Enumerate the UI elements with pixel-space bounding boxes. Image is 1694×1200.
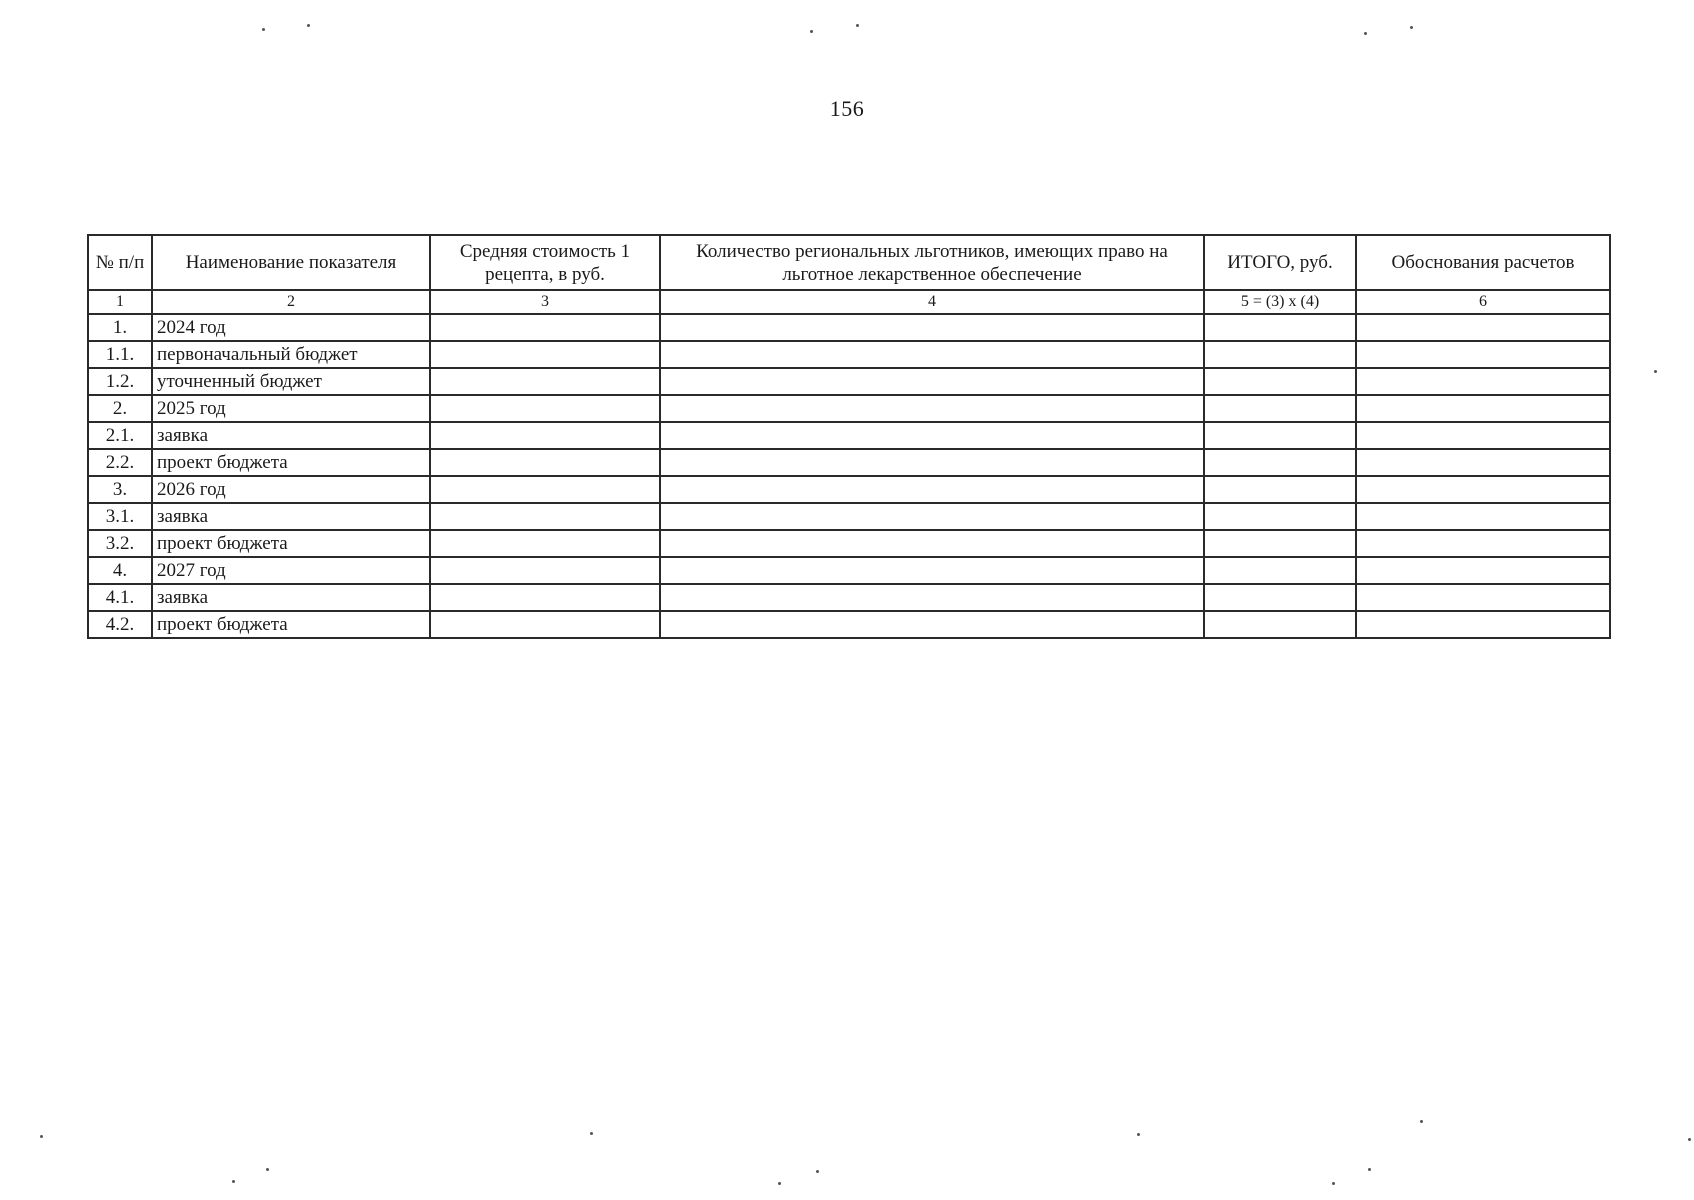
scan-speck xyxy=(266,1168,269,1171)
row-avg-cost-cell xyxy=(430,449,660,476)
header-cell-avg-cost: Средняя стоимость 1 рецепта, в руб. xyxy=(430,235,660,290)
row-beneficiaries-cell xyxy=(660,476,1204,503)
row-number-cell: 4.1. xyxy=(88,584,152,611)
table-row xyxy=(88,557,1610,584)
row-avg-cost-cell xyxy=(430,584,660,611)
column-number-cell: 1 xyxy=(88,290,152,314)
row-number-cell: 1.1. xyxy=(88,341,152,368)
row-avg-cost-cell xyxy=(430,368,660,395)
scan-speck xyxy=(1364,32,1367,35)
table-row xyxy=(88,503,1610,530)
table-row xyxy=(88,395,1610,422)
header-cell-justification: Обоснования расчетов xyxy=(1356,235,1610,290)
row-justification-cell xyxy=(1356,422,1610,449)
row-avg-cost-cell xyxy=(430,341,660,368)
row-beneficiaries-cell xyxy=(660,584,1204,611)
scan-speck xyxy=(262,28,265,31)
scan-speck xyxy=(816,1170,819,1173)
header-cell-indicator-name: Наименование показателя xyxy=(152,235,430,290)
table-row xyxy=(88,611,1610,638)
row-justification-cell xyxy=(1356,314,1610,341)
row-total-cell xyxy=(1204,341,1356,368)
row-number-cell: 2. xyxy=(88,395,152,422)
row-justification-cell xyxy=(1356,341,1610,368)
table-header-row xyxy=(88,235,1610,290)
row-total-cell xyxy=(1204,503,1356,530)
row-avg-cost-cell xyxy=(430,476,660,503)
scan-speck xyxy=(1368,1168,1371,1171)
row-total-cell xyxy=(1204,584,1356,611)
row-indicator-name-cell: 2026 год xyxy=(152,476,430,503)
row-total-cell xyxy=(1204,314,1356,341)
scan-speck xyxy=(1688,1138,1691,1141)
row-justification-cell xyxy=(1356,503,1610,530)
row-justification-cell xyxy=(1356,530,1610,557)
scan-speck xyxy=(810,30,813,33)
row-justification-cell xyxy=(1356,449,1610,476)
row-number-cell: 3.1. xyxy=(88,503,152,530)
scan-speck xyxy=(307,24,310,27)
row-total-cell xyxy=(1204,557,1356,584)
row-indicator-name-cell: проект бюджета xyxy=(152,530,430,557)
header-cell-beneficiaries: Количество региональных льготников, имеющих право на льготное лекарственное обеспечение xyxy=(660,235,1204,290)
row-beneficiaries-cell xyxy=(660,314,1204,341)
scan-speck xyxy=(232,1180,235,1183)
row-avg-cost-cell xyxy=(430,395,660,422)
row-total-cell xyxy=(1204,449,1356,476)
table-row xyxy=(88,314,1610,341)
row-number-cell: 1. xyxy=(88,314,152,341)
row-beneficiaries-cell xyxy=(660,368,1204,395)
row-beneficiaries-cell xyxy=(660,449,1204,476)
row-indicator-name-cell: 2025 год xyxy=(152,395,430,422)
row-beneficiaries-cell xyxy=(660,503,1204,530)
row-total-cell xyxy=(1204,368,1356,395)
scan-speck xyxy=(1332,1182,1335,1185)
row-avg-cost-cell xyxy=(430,314,660,341)
row-indicator-name-cell: заявка xyxy=(152,584,430,611)
row-justification-cell xyxy=(1356,476,1610,503)
column-number-row xyxy=(88,290,1610,314)
row-avg-cost-cell xyxy=(430,611,660,638)
row-number-cell: 1.2. xyxy=(88,368,152,395)
row-total-cell xyxy=(1204,476,1356,503)
column-number-cell: 2 xyxy=(152,290,430,314)
row-total-cell xyxy=(1204,422,1356,449)
row-beneficiaries-cell xyxy=(660,395,1204,422)
row-beneficiaries-cell xyxy=(660,530,1204,557)
row-avg-cost-cell xyxy=(430,557,660,584)
row-avg-cost-cell xyxy=(430,422,660,449)
scan-speck xyxy=(40,1135,43,1138)
page-number: 156 xyxy=(829,96,865,121)
row-justification-cell xyxy=(1356,368,1610,395)
row-number-cell: 3.2. xyxy=(88,530,152,557)
table-row xyxy=(88,449,1610,476)
table-row xyxy=(88,530,1610,557)
row-number-cell: 4. xyxy=(88,557,152,584)
row-indicator-name-cell: уточненный бюджет xyxy=(152,368,430,395)
scan-speck xyxy=(1137,1133,1140,1136)
scan-speck xyxy=(1654,370,1657,373)
table-row xyxy=(88,341,1610,368)
table-row xyxy=(88,584,1610,611)
row-beneficiaries-cell xyxy=(660,422,1204,449)
table-row xyxy=(88,368,1610,395)
table-row xyxy=(88,476,1610,503)
scan-speck xyxy=(1420,1120,1423,1123)
row-avg-cost-cell xyxy=(430,530,660,557)
row-beneficiaries-cell xyxy=(660,341,1204,368)
header-cell-total: ИТОГО, руб. xyxy=(1204,235,1356,290)
row-indicator-name-cell: 2027 год xyxy=(152,557,430,584)
column-number-cell: 6 xyxy=(1356,290,1610,314)
row-indicator-name-cell: проект бюджета xyxy=(152,611,430,638)
row-total-cell xyxy=(1204,611,1356,638)
row-justification-cell xyxy=(1356,557,1610,584)
header-cell-number: № п/п xyxy=(88,235,152,290)
scan-speck xyxy=(590,1132,593,1135)
row-total-cell xyxy=(1204,395,1356,422)
scan-speck xyxy=(856,24,859,27)
table-body xyxy=(88,290,1610,638)
row-indicator-name-cell: первоначальный бюджет xyxy=(152,341,430,368)
column-number-cell: 5 = (3) x (4) xyxy=(1204,290,1356,314)
row-total-cell xyxy=(1204,530,1356,557)
row-justification-cell xyxy=(1356,395,1610,422)
row-number-cell: 2.2. xyxy=(88,449,152,476)
row-avg-cost-cell xyxy=(430,503,660,530)
column-number-cell: 3 xyxy=(430,290,660,314)
row-beneficiaries-cell xyxy=(660,611,1204,638)
budget-table xyxy=(87,234,1611,639)
scan-speck xyxy=(1410,26,1413,29)
row-indicator-name-cell: проект бюджета xyxy=(152,449,430,476)
row-justification-cell xyxy=(1356,611,1610,638)
column-number-cell: 4 xyxy=(660,290,1204,314)
row-indicator-name-cell: 2024 год xyxy=(152,314,430,341)
row-indicator-name-cell: заявка xyxy=(152,503,430,530)
scan-speck xyxy=(778,1182,781,1185)
row-justification-cell xyxy=(1356,584,1610,611)
row-number-cell: 3. xyxy=(88,476,152,503)
row-indicator-name-cell: заявка xyxy=(152,422,430,449)
row-beneficiaries-cell xyxy=(660,557,1204,584)
table-row xyxy=(88,422,1610,449)
row-number-cell: 2.1. xyxy=(88,422,152,449)
row-number-cell: 4.2. xyxy=(88,611,152,638)
